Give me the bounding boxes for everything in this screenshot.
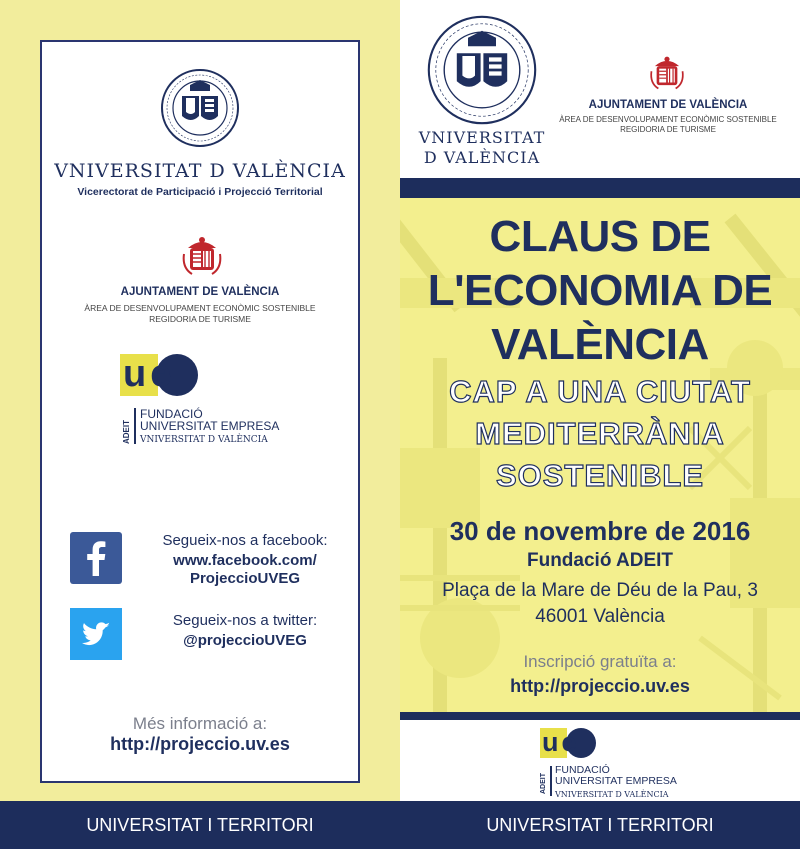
adeit-logo bbox=[120, 354, 210, 396]
right-sponsor-area bbox=[400, 720, 800, 801]
universitat-name-line1: VNIVERSITAT bbox=[418, 128, 546, 147]
universitat-seal-icon bbox=[426, 14, 538, 126]
right-footer: UNIVERSITAT I TERRITORI bbox=[400, 801, 800, 849]
ajuntament-area: ÀREA DE DESENVOLUPAMENT ECONÒMIC SOSTENIBLE bbox=[84, 303, 316, 313]
adeit-divider bbox=[134, 408, 136, 444]
twitter-label: Segueix-nos a twitter: bbox=[172, 612, 318, 629]
vicerectorat-subtitle: Vicerectorat de Participació i Projecció Territorial bbox=[77, 186, 323, 198]
bottom-navy-band bbox=[400, 712, 800, 720]
adeit-vertical-label: ADEIT bbox=[122, 420, 131, 444]
adeit-uv: VNIVERSITAT D VALÈNCIA bbox=[555, 790, 669, 799]
adeit-divider bbox=[550, 766, 552, 796]
ajuntament-regidoria: REGIDORIA DE TURISME bbox=[620, 125, 716, 134]
left-footer: UNIVERSITAT I TERRITORI bbox=[0, 801, 400, 849]
more-info-url[interactable]: http://projeccio.uv.es bbox=[110, 734, 290, 754]
event-address-street: Plaça de la Mare de Déu de la Pau, 3 bbox=[442, 580, 758, 601]
facebook-label: Segueix-nos a facebook: bbox=[162, 532, 328, 549]
left-card bbox=[40, 40, 360, 783]
universitat-seal-icon bbox=[160, 68, 240, 148]
twitter-icon[interactable] bbox=[70, 608, 122, 660]
title-line1: CLAUS DE bbox=[489, 212, 711, 261]
facebook-page[interactable]: ProjeccioUVEG bbox=[189, 570, 301, 587]
top-navy-band bbox=[400, 178, 800, 198]
adeit-universitat-empresa: UNIVERSITAT EMPRESA bbox=[140, 419, 280, 433]
adeit-vertical-label: ADEIT bbox=[540, 773, 547, 794]
adeit-logo-text: ue bbox=[123, 353, 176, 395]
twitter-handle[interactable]: @projeccioUVEG bbox=[183, 632, 307, 649]
adeit-fundacio: FUNDACIÓ bbox=[140, 407, 203, 421]
ajuntament-crest-icon bbox=[180, 234, 224, 278]
event-date: 30 de novembre de 2016 bbox=[449, 516, 751, 546]
right-header bbox=[400, 0, 800, 178]
event-address-city: 46001 València bbox=[535, 606, 665, 627]
ajuntament-regidoria: REGIDORIA DE TURISME bbox=[149, 314, 251, 324]
universitat-name: VNIVERSITAT D VALÈNCIA bbox=[54, 160, 346, 182]
adeit-universitat-empresa: UNIVERSITAT EMPRESA bbox=[555, 775, 677, 787]
event-panel bbox=[400, 198, 800, 712]
registration-url[interactable]: http://projeccio.uv.es bbox=[510, 676, 690, 696]
subtitle-line2: MEDITERRÀNIA bbox=[475, 416, 725, 451]
adeit-logo-text: ue bbox=[542, 727, 580, 757]
facebook-icon[interactable] bbox=[70, 532, 122, 584]
adeit-uv: VNIVERSITAT D VALÈNCIA bbox=[140, 435, 268, 445]
event-venue: Fundació ADEIT bbox=[526, 550, 674, 571]
ajuntament-crest-icon bbox=[648, 54, 686, 92]
universitat-name-line2: D VALÈNCIA bbox=[423, 148, 541, 167]
ajuntament-area: ÀREA DE DESENVOLUPAMENT ECONÒMIC SOSTENIBLE bbox=[559, 115, 777, 124]
subtitle-line1: CAP A UNA CIUTAT bbox=[449, 374, 751, 409]
registration-label: Inscripció gratuïta a: bbox=[523, 652, 677, 671]
adeit-fundacio: FUNDACIÓ bbox=[555, 764, 610, 776]
facebook-url[interactable]: www.facebook.com/ bbox=[173, 552, 317, 569]
ajuntament-name: AJUNTAMENT DE VALÈNCIA bbox=[120, 286, 280, 298]
ajuntament-name: AJUNTAMENT DE VALÈNCIA bbox=[588, 99, 748, 111]
more-info-label: Més informació a: bbox=[132, 714, 268, 733]
title-line3: VALÈNCIA bbox=[491, 320, 709, 369]
adeit-logo bbox=[540, 728, 604, 758]
subtitle-line3: SOSTENIBLE bbox=[495, 458, 705, 493]
title-line2: L'ECONOMIA DE bbox=[427, 266, 773, 315]
